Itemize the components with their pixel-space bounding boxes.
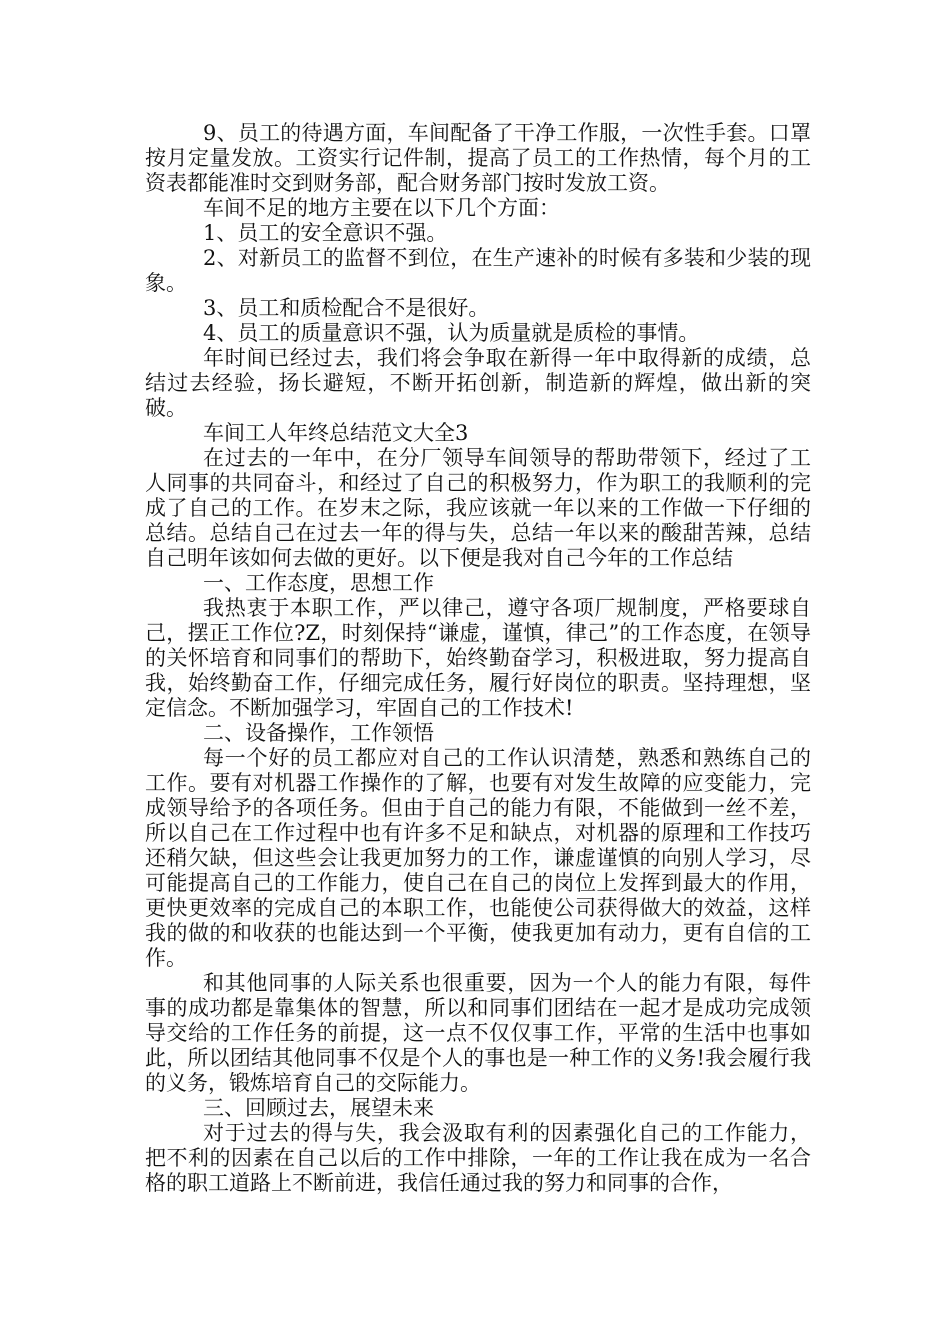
heading-review: 三、回顾过去，展望未来 [203,1096,434,1120]
paragraph-equipment: 每一个好的员工都应对自己的工作认识清楚，熟悉和熟练自己的工作。要有对机器工作操作的了解，也要有对发生故障的应变能力，完成领导给予的各项任务。但由于自己的能力有限，不能做到一丝不差，所以自己在工作过程中也有许多不足和缺点，对机器的原理和工作技巧还稍欠缺，但这些会让我更加努力的工作，谦虚谨慎的向别人学习，尽可能提高自己的工作能力，使自己在自己的岗位上发挥到最大的作用，更快更效率的完成自己的本职工作，也能使公司获得做大的效益，这样我的做的和收获的也能达到一个平衡，使我更加有动力，更有自信的工作。 [145,746,811,970]
paragraph-intro: 在过去的一年中，在分厂领导车间领导的帮助带领下，经过了工人同事的共同奋斗，和经过了自己的积极努力，作为职工的我顺利的完成了自己的工作。在岁末之际，我应该就一年以来的工作做一下仔细的总结。总结自己在过去一年的得与失，总结一年以来的酸甜苦辣，总结自己明年该如何去做的更好。以下便是我对自己今年的工作总结 [145,446,811,570]
paragraph-attitude: 我热衷于本职工作，严以律己，遵守各项厂规制度，严格要球自己，摆正工作位?Z，时刻保持“谦虚，谨慎，律己”的工作态度，在领导的关怀培育和同事们的帮助下，始终勤奋学习，积极进取，努力提高自我，始终勤奋工作，仔细完成任务，履行好岗位的职责。坚持理想，坚定信念。不断加强学习，牢固自己的工作技术! [145,596,811,720]
list-item-3: 3、员工和质检配合不是很好。 [203,296,490,320]
paragraph-shortcomings-intro: 车间不足的地方主要在以下几个方面： [203,196,560,220]
paragraph-benefits: 9、员工的待遇方面，车间配备了干净工作服，一次性手套。口罩按月定量发放。工资实行记件制，提高了员工的工作热情，每个月的工资表都能准时交到财务部，配合财务部门按时发放工资。 [145,121,811,195]
paragraph-relations: 和其他同事的人际关系也很重要，因为一个人的能力有限，每件事的成功都是靠集体的智慧，所以和同事们团结在一起才是成功完成领导交给的工作任务的前提，这一点不仅仅事工作，平常的生活中也事如此，所以团结其他同事不仅是个人的事也是一种工作的义务!我会履行我的义务，锻炼培育自己的交际能力。 [145,971,811,1095]
section-title: 车间工人年终总结范文大全3 [203,421,469,445]
heading-attitude: 一、工作态度，思想工作 [203,571,434,595]
heading-equipment: 二、设备操作，工作领悟 [203,721,434,745]
list-item-2: 2、对新员工的监督不到位，在生产速补的时候有多装和少装的现象。 [145,246,811,295]
document-page [145,121,811,1196]
paragraph-review: 对于过去的得与失，我会汲取有利的因素强化自己的工作能力，把不利的因素在自己以后的工作中排除，一年的工作让我在成为一名合格的职工道路上不断前进，我信任通过我的努力和同事的合作， [145,1121,811,1195]
paragraph-conclusion: 年时间已经过去，我们将会争取在新得一年中取得新的成绩，总结过去经验，扬长避短，不断开拓创新，制造新的辉煌，做出新的突破。 [145,346,811,420]
list-item-1: 1、员工的安全意识不强。 [203,221,448,245]
list-item-4: 4、员工的质量意识不强，认为质量就是质检的事情。 [203,321,700,345]
